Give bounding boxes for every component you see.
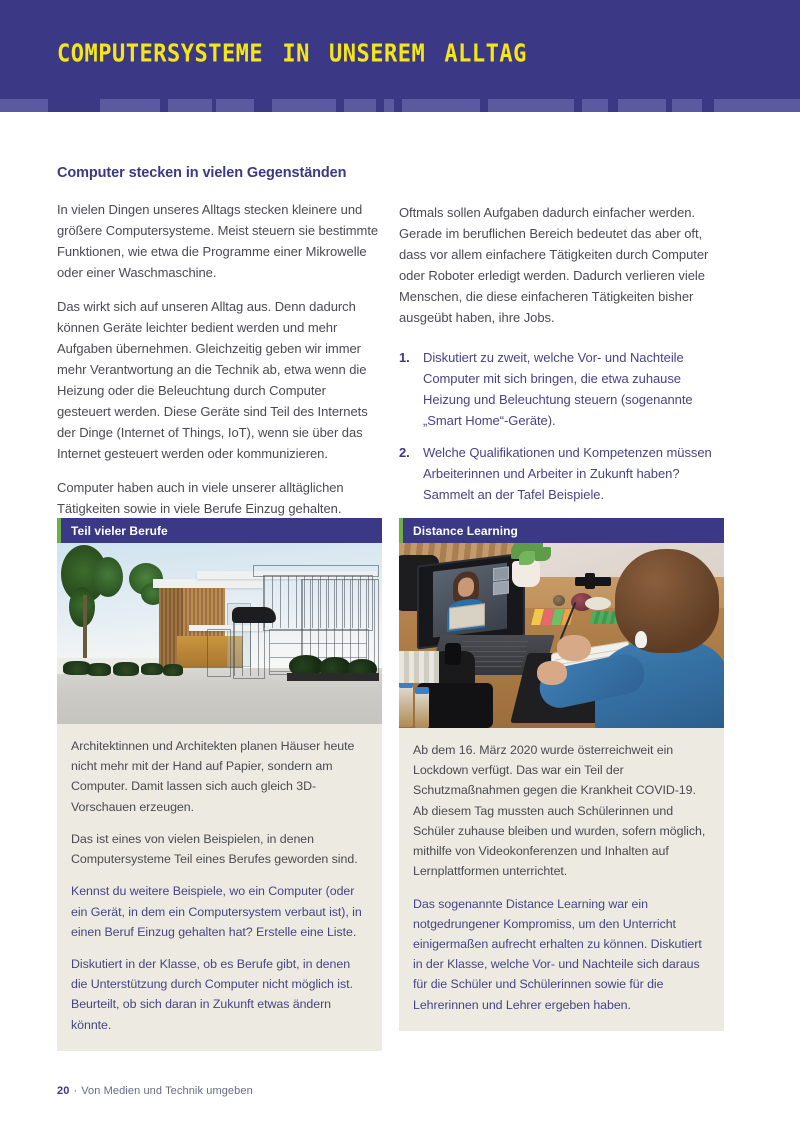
car-silhouette xyxy=(232,607,276,623)
bush xyxy=(141,663,163,675)
question: Das sogenannte Distance Learning war ein notgedrungener Kompromiss, um den Unterricht einigermaßen aufrecht erhalten zu können. Diskutiert in der Klasse, welche Vor- und Nachteile sich daraus für die Schüler und Schülerinnen sowie für die Lehrerinnen und Lehrer ergeben haben. xyxy=(413,896,702,1012)
card-body xyxy=(399,728,724,1031)
strip-block xyxy=(402,99,480,112)
sample-vial xyxy=(399,685,413,727)
paragraph: Oftmals sollen Aufgaben dadurch einfacher werden. Gerade im beruflichen Bereich bedeutet das aber oft, dass vor allem einfachere Tätigkeiten durch Computer oder Roboter erledigt werden. Dadurch verlieren viele Menschen, die diese einfacheren Tätigkeiten bisher ausgeübt haben, ihre Jobs. xyxy=(399,205,709,326)
strip-block xyxy=(216,99,254,112)
card-title: Distance Learning xyxy=(413,523,518,538)
card-accent-bar xyxy=(399,518,403,543)
paragraph: Ab dem 16. März 2020 wurde österreichweit ein Lockdown verfügt. Das war ein Teil der Schutzmaßnahmen gegen die Krankheit COVID-19. Ab diesem Tag mussten auch Schülerinnen und Schüler zuhause bleiben und wurden, sofern möglich, mithilfe von Videokonferenzen und Inhalten auf Lernplattformen unterrichtet. xyxy=(413,743,706,879)
strip-block xyxy=(0,99,48,112)
garlic-bulb xyxy=(585,597,611,610)
strip-block xyxy=(488,99,574,112)
onion-specimen xyxy=(553,595,565,606)
task-text: Welche Qualifikationen und Kompetenzen müssen Arbeiterinnen und Arbeiter in Zukunft haben? Sammelt an der Tafel Beispiele. xyxy=(423,445,712,503)
planter-box xyxy=(287,673,379,681)
strip-block xyxy=(168,99,212,112)
clamp-stand xyxy=(585,573,595,589)
participant-tile xyxy=(493,566,509,581)
wireframe-column xyxy=(207,629,231,677)
section-heading: Computer stecken in vielen Gegenständen xyxy=(57,165,347,181)
paragraph: Architektinnen und Architekten planen Häuser heute nicht mehr mit der Hand auf Papier, sondern am Computer. Damit lassen sich auch gleich 3D-Vorschauen erzeugen. xyxy=(71,739,355,814)
child-hand xyxy=(557,635,591,661)
shared-content-thumbnail xyxy=(449,603,485,629)
task-number: 2. xyxy=(399,445,410,461)
plant-leaf xyxy=(519,551,535,565)
page-title: computersysteme in unserem alltag xyxy=(57,30,527,71)
paragraph: Das wirkt sich auf unseren Alltag aus. Denn dadurch können Geräte leichter bedient werden und mehr Aufgaben übernehmen. Gleichzeitig geben wir immer mehr Verantwortung an die Technik ab, etwa wenn die Heizung oder die Beleuchtung durch Computer gesteuert werden. Diese Geräte sind Teil des Internets der Dinge (Internet of Things, IoT), wenn sie über das Internet gesteuert werden oder kommunizieren. xyxy=(57,299,368,462)
card-distance-learning xyxy=(399,518,724,1031)
strip-block xyxy=(714,99,800,112)
earbud-icon xyxy=(635,631,647,648)
task-list xyxy=(399,347,729,516)
distance-learning-image xyxy=(399,543,724,728)
participant-tile xyxy=(493,580,509,595)
bush xyxy=(87,663,111,676)
task-item xyxy=(399,442,729,505)
strip-block xyxy=(384,99,394,112)
strip-block xyxy=(344,99,376,112)
task-item xyxy=(399,347,729,431)
right-text-column xyxy=(399,202,724,328)
paragraph: In vielen Dingen unseres Alltags stecken kleinere und größere Computersysteme. Meist steuern sie bestimmte Funktionen, wie etwa die Programme einer Mikrowelle oder einer Waschmaschine. xyxy=(57,201,379,280)
child-hand xyxy=(537,661,567,685)
plant-leaf xyxy=(535,547,551,561)
strip-block xyxy=(618,99,666,112)
card-header xyxy=(399,518,724,543)
card-body xyxy=(57,724,382,1051)
microscope-eyepiece xyxy=(445,643,461,665)
wireframe-hatch xyxy=(234,620,262,676)
card-accent-bar xyxy=(57,518,61,543)
paragraph: Computer haben auch in viele unserer alltäglichen Tätigkeiten sowie in viele Berufe Einzug gehalten. xyxy=(57,480,344,517)
roof-slab xyxy=(153,579,263,588)
architecture-render-image xyxy=(57,543,382,724)
strip-block xyxy=(582,99,608,112)
tree-icon xyxy=(69,587,95,627)
bush xyxy=(113,662,139,676)
bush xyxy=(163,664,183,676)
page-footer xyxy=(57,1085,253,1097)
footer-chapter: Von Medien und Technik umgeben xyxy=(81,1085,253,1097)
card-teil-vieler-berufe xyxy=(57,518,382,1051)
vial-cap xyxy=(415,687,429,694)
sample-vial xyxy=(415,691,429,728)
task-text: Diskutiert zu zweit, welche Vor- und Nachteile Computer mit sich bringen, die etwa zuhause Heizung und Beleuchtung steuern (sogenannte „Smart Home“-Geräte). xyxy=(423,350,693,429)
strip-block xyxy=(272,99,336,112)
specimen-tray xyxy=(399,651,439,683)
strip-block xyxy=(100,99,160,112)
strip-block xyxy=(672,99,702,112)
tree-icon xyxy=(93,557,123,597)
header-decor-strip xyxy=(0,99,800,112)
page-number: 20 xyxy=(57,1085,70,1097)
card-title: Teil vieler Berufe xyxy=(71,523,168,538)
card-header xyxy=(57,518,382,543)
question: Diskutiert in der Klasse, ob es Berufe gibt, in denen die Unterstützung durch Computer nicht möglich ist. Beurteilt, ob sich daran in Zukunft etwas ändern könnte. xyxy=(71,956,353,1032)
paragraph: Das ist eines von vielen Beispielen, in denen Computersysteme Teil eines Berufes geworden sind. xyxy=(71,831,358,867)
child-head xyxy=(615,549,719,653)
tree-trunk xyxy=(83,595,87,665)
footer-separator: · xyxy=(73,1085,78,1097)
task-number: 1. xyxy=(399,350,410,365)
left-text-column xyxy=(57,164,382,520)
question: Kennst du weitere Beispiele, wo ein Computer (oder ein Gerät, in dem ein Computersystem verbaut ist), in einen Beruf Einzug gehalten hat? Erstelle eine Liste. xyxy=(71,884,362,939)
page-header xyxy=(0,0,800,99)
